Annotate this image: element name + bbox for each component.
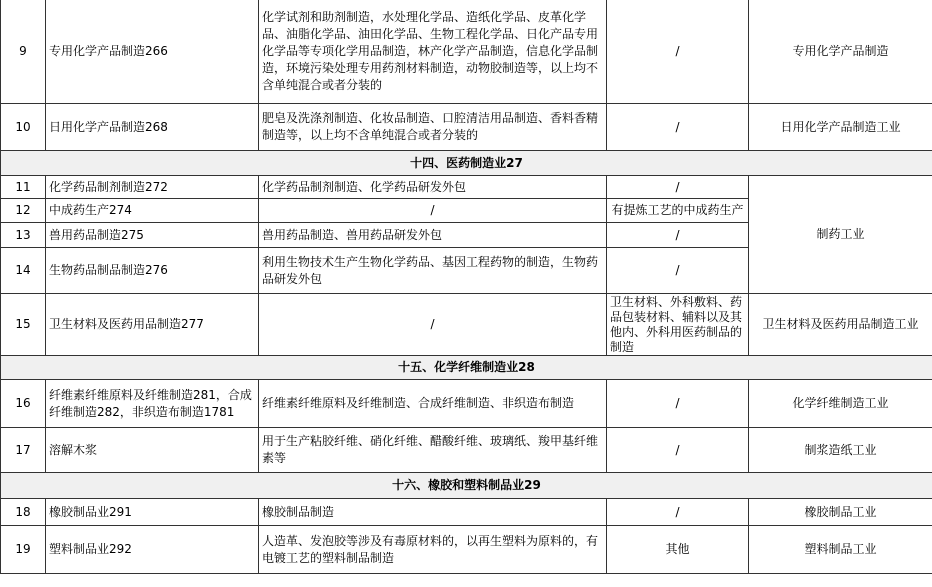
industry-name: 化学药品制剂制造272 — [46, 176, 259, 199]
condition-cell: / — [607, 176, 749, 199]
industry-name: 日用化学产品制造268 — [46, 104, 259, 151]
industry-name: 塑料制品业292 — [46, 526, 259, 574]
row-number: 13 — [1, 223, 46, 248]
row-number: 12 — [1, 199, 46, 223]
row-number: 18 — [1, 499, 46, 526]
industry-name: 溶解木浆 — [46, 428, 259, 473]
industry-description: 化学试剂和助剂制造，水处理化学品、造纸化学品、皮革化学品、油脂化学品、油田化学品、生物工程化学品、日化产品专用化学品等专项化学用品制造，林产化学产品制造，信息化学品制造，环境污染处理专用药剂材料制造，动物胶制造等，以上均不含单纯混合或者分装的 — [259, 0, 607, 104]
industry-description: 利用生物技术生产生物化学药品、基因工程药物的制造，生物药品研发外包 — [259, 248, 607, 294]
category-cell: 卫生材料及医药用品制造工业 — [749, 294, 932, 356]
industry-name: 专用化学产品制造266 — [46, 0, 259, 104]
section-title: 十五、化学纤维制造业28 — [1, 356, 932, 380]
category-cell: 橡胶制品工业 — [749, 499, 932, 526]
condition-cell: / — [607, 248, 749, 294]
condition-cell: / — [607, 499, 749, 526]
industry-description: 兽用药品制造、兽用药品研发外包 — [259, 223, 607, 248]
table-row — [1, 380, 932, 428]
table-row — [1, 294, 932, 356]
industry-description: 人造革、发泡胶等涉及有毒原材料的，以再生塑料为原料的，有电镀工艺的塑料制品制造 — [259, 526, 607, 574]
industry-name: 中成药生产274 — [46, 199, 259, 223]
category-cell: 制药工业 — [749, 176, 932, 294]
condition-cell: 卫生材料、外科敷料、药品包装材料、辅料以及其他内、外科用医药制品的制造 — [607, 294, 749, 356]
condition-cell: / — [607, 0, 749, 104]
row-number: 11 — [1, 176, 46, 199]
industry-description: 纤维素纤维原料及纤维制造、合成纤维制造、非织造布制造 — [259, 380, 607, 428]
condition-cell: 其他 — [607, 526, 749, 574]
industry-name: 纤维素纤维原料及纤维制造281，合成纤维制造282，非织造布制造1781 — [46, 380, 259, 428]
category-cell: 化学纤维制造工业 — [749, 380, 932, 428]
industry-name: 卫生材料及医药用品制造277 — [46, 294, 259, 356]
table-row — [1, 526, 932, 574]
industry-name: 兽用药品制造275 — [46, 223, 259, 248]
row-number: 19 — [1, 526, 46, 574]
industry-name: 生物药品制品制造276 — [46, 248, 259, 294]
condition-cell: / — [607, 223, 749, 248]
condition-cell: 有提炼工艺的中成药生产 — [607, 199, 749, 223]
row-number: 14 — [1, 248, 46, 294]
section-title: 十四、医药制造业27 — [1, 151, 932, 176]
table-row — [1, 499, 932, 526]
industry-description: 橡胶制品制造 — [259, 499, 607, 526]
section-title: 十六、橡胶和塑料制品业29 — [1, 473, 932, 499]
industry-description: 肥皂及洗涤剂制造、化妆品制造、口腔清洁用品制造、香料香精制造等，以上均不含单纯混合或者分装的 — [259, 104, 607, 151]
table-row — [1, 428, 932, 473]
industry-name: 橡胶制品业291 — [46, 499, 259, 526]
condition-cell: / — [607, 428, 749, 473]
section-header-row — [1, 356, 932, 380]
section-header-row — [1, 151, 932, 176]
table-row — [1, 176, 932, 199]
row-number: 17 — [1, 428, 46, 473]
table-row — [1, 104, 932, 151]
industry-description: / — [259, 199, 607, 223]
industry-description: 化学药品制剂制造、化学药品研发外包 — [259, 176, 607, 199]
industry-description: / — [259, 294, 607, 356]
row-number: 9 — [1, 0, 46, 104]
row-number: 15 — [1, 294, 46, 356]
condition-cell: / — [607, 104, 749, 151]
table-row — [1, 0, 932, 104]
condition-cell: / — [607, 380, 749, 428]
industry-description: 用于生产粘胶纤维、硝化纤维、醋酸纤维、玻璃纸、羧甲基纤维素等 — [259, 428, 607, 473]
row-number: 10 — [1, 104, 46, 151]
section-header-row — [1, 473, 932, 499]
category-cell: 塑料制品工业 — [749, 526, 932, 574]
category-cell: 制浆造纸工业 — [749, 428, 932, 473]
row-number: 16 — [1, 380, 46, 428]
category-cell: 日用化学产品制造工业 — [749, 104, 932, 151]
category-cell: 专用化学产品制造 — [749, 0, 932, 104]
